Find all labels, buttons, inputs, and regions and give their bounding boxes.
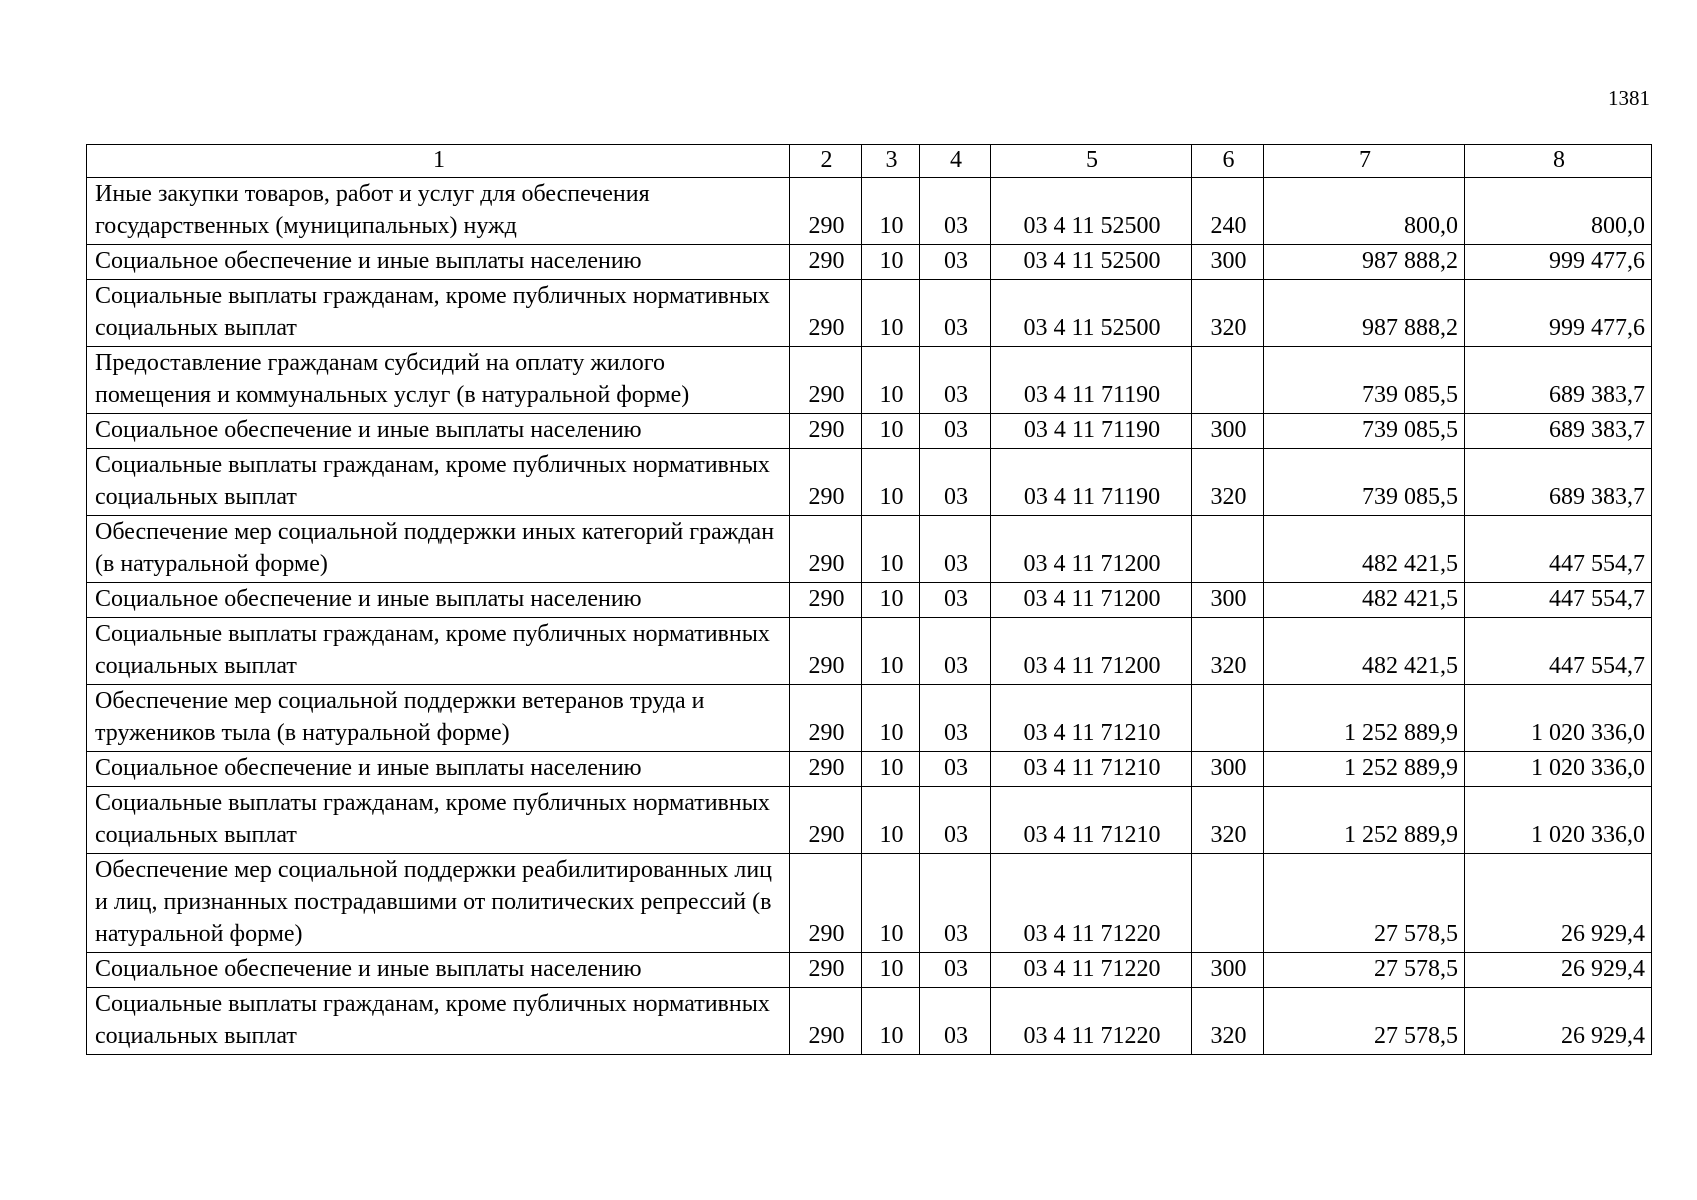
col2-cell: 290 [790,178,862,245]
col6-cell [1192,516,1264,583]
col8-value-cell: 1 020 336,0 [1465,685,1652,752]
col6-cell: 320 [1192,787,1264,854]
col6-cell: 300 [1192,583,1264,618]
col2-cell: 290 [790,854,862,953]
budget-table [86,144,1652,1055]
col2-cell: 290 [790,685,862,752]
col6-cell [1192,347,1264,414]
table-body [87,178,1652,1055]
col6-cell [1192,685,1264,752]
header-row [87,145,1652,178]
col6-cell: 320 [1192,988,1264,1055]
col6-cell: 320 [1192,280,1264,347]
col5-cell: 03 4 11 71190 [991,347,1192,414]
col3-cell: 10 [862,516,920,583]
col3-cell: 10 [862,347,920,414]
col4-cell: 03 [920,685,991,752]
column-header: 8 [1465,145,1652,178]
col2-cell: 290 [790,752,862,787]
col4-cell: 03 [920,583,991,618]
col8-value-cell: 447 554,7 [1465,618,1652,685]
col5-cell: 03 4 11 71190 [991,449,1192,516]
col4-cell: 03 [920,854,991,953]
col3-cell: 10 [862,280,920,347]
col2-cell: 290 [790,449,862,516]
table-row [87,449,1652,516]
table-row [87,618,1652,685]
column-header: 5 [991,145,1192,178]
col4-cell: 03 [920,988,991,1055]
table-row [87,685,1652,752]
col3-cell: 10 [862,854,920,953]
col7-value-cell: 739 085,5 [1264,414,1465,449]
col6-cell [1192,854,1264,953]
row-name-cell: Обеспечение мер социальной поддержки иных категорий граждан (в натуральной форме) [87,516,790,583]
col8-value-cell: 999 477,6 [1465,245,1652,280]
col5-cell: 03 4 11 71200 [991,583,1192,618]
column-header: 7 [1264,145,1465,178]
col6-cell: 300 [1192,752,1264,787]
col4-cell: 03 [920,280,991,347]
table-row [87,414,1652,449]
col3-cell: 10 [862,988,920,1055]
col4-cell: 03 [920,516,991,583]
col7-value-cell: 739 085,5 [1264,347,1465,414]
col4-cell: 03 [920,449,991,516]
table-row [87,583,1652,618]
col8-value-cell: 26 929,4 [1465,988,1652,1055]
col3-cell: 10 [862,685,920,752]
col5-cell: 03 4 11 71210 [991,787,1192,854]
table-row [87,347,1652,414]
col7-value-cell: 800,0 [1264,178,1465,245]
table-row [87,953,1652,988]
column-header: 6 [1192,145,1264,178]
col8-value-cell: 447 554,7 [1465,583,1652,618]
col8-value-cell: 1 020 336,0 [1465,752,1652,787]
col8-value-cell: 1 020 336,0 [1465,787,1652,854]
col5-cell: 03 4 11 71190 [991,414,1192,449]
col7-value-cell: 27 578,5 [1264,953,1465,988]
col2-cell: 290 [790,347,862,414]
col4-cell: 03 [920,953,991,988]
col3-cell: 10 [862,414,920,449]
col2-cell: 290 [790,280,862,347]
col5-cell: 03 4 11 71220 [991,953,1192,988]
col8-value-cell: 447 554,7 [1465,516,1652,583]
page-number: 1381 [1608,86,1650,110]
col8-value-cell: 689 383,7 [1465,414,1652,449]
col7-value-cell: 739 085,5 [1264,449,1465,516]
table-row [87,280,1652,347]
col8-value-cell: 26 929,4 [1465,953,1652,988]
col3-cell: 10 [862,953,920,988]
col7-value-cell: 482 421,5 [1264,516,1465,583]
row-name-cell: Социальные выплаты гражданам, кроме публичных нормативных социальных выплат [87,280,790,347]
row-name-cell: Обеспечение мер социальной поддержки реабилитированных лиц и лиц, признанных пострадавшими от политических репрессий (в натуральной форме) [87,854,790,953]
col6-cell: 300 [1192,414,1264,449]
col5-cell: 03 4 11 71210 [991,752,1192,787]
row-name-cell: Социальное обеспечение и иные выплаты населению [87,953,790,988]
row-name-cell: Социальные выплаты гражданам, кроме публичных нормативных социальных выплат [87,988,790,1055]
table-row [87,516,1652,583]
row-name-cell: Иные закупки товаров, работ и услуг для обеспечения государственных (муниципальных) нужд [87,178,790,245]
row-name-cell: Социальные выплаты гражданам, кроме публичных нормативных социальных выплат [87,618,790,685]
col5-cell: 03 4 11 52500 [991,245,1192,280]
col8-value-cell: 26 929,4 [1465,854,1652,953]
row-name-cell: Социальные выплаты гражданам, кроме публичных нормативных социальных выплат [87,449,790,516]
col7-value-cell: 1 252 889,9 [1264,685,1465,752]
table-header [87,145,1652,178]
col5-cell: 03 4 11 71210 [991,685,1192,752]
col5-cell: 03 4 11 71220 [991,854,1192,953]
row-name-cell: Социальные выплаты гражданам, кроме публичных нормативных социальных выплат [87,787,790,854]
col2-cell: 290 [790,583,862,618]
col6-cell: 300 [1192,245,1264,280]
column-header: 1 [87,145,790,178]
column-header: 4 [920,145,991,178]
col4-cell: 03 [920,178,991,245]
col3-cell: 10 [862,618,920,685]
col2-cell: 290 [790,618,862,685]
col6-cell: 320 [1192,618,1264,685]
col7-value-cell: 987 888,2 [1264,245,1465,280]
col3-cell: 10 [862,178,920,245]
col4-cell: 03 [920,618,991,685]
col2-cell: 290 [790,787,862,854]
col4-cell: 03 [920,414,991,449]
column-header: 2 [790,145,862,178]
table-row [87,787,1652,854]
row-name-cell: Социальное обеспечение и иные выплаты населению [87,414,790,449]
col3-cell: 10 [862,245,920,280]
row-name-cell: Социальное обеспечение и иные выплаты населению [87,245,790,280]
col6-cell: 240 [1192,178,1264,245]
table-row [87,245,1652,280]
table-row [87,178,1652,245]
col5-cell: 03 4 11 71220 [991,988,1192,1055]
col2-cell: 290 [790,414,862,449]
col8-value-cell: 689 383,7 [1465,347,1652,414]
col8-value-cell: 689 383,7 [1465,449,1652,516]
row-name-cell: Предоставление гражданам субсидий на оплату жилого помещения и коммунальных услуг (в натуральной форме) [87,347,790,414]
col8-value-cell: 800,0 [1465,178,1652,245]
col5-cell: 03 4 11 71200 [991,618,1192,685]
column-header: 3 [862,145,920,178]
col8-value-cell: 999 477,6 [1465,280,1652,347]
col3-cell: 10 [862,583,920,618]
table-row [87,752,1652,787]
col4-cell: 03 [920,752,991,787]
col4-cell: 03 [920,245,991,280]
col3-cell: 10 [862,449,920,516]
col5-cell: 03 4 11 52500 [991,178,1192,245]
col5-cell: 03 4 11 71200 [991,516,1192,583]
col7-value-cell: 1 252 889,9 [1264,752,1465,787]
col5-cell: 03 4 11 52500 [991,280,1192,347]
row-name-cell: Обеспечение мер социальной поддержки ветеранов труда и тружеников тыла (в натуральной форме) [87,685,790,752]
col7-value-cell: 27 578,5 [1264,854,1465,953]
row-name-cell: Социальное обеспечение и иные выплаты населению [87,752,790,787]
col4-cell: 03 [920,787,991,854]
col2-cell: 290 [790,988,862,1055]
col6-cell: 320 [1192,449,1264,516]
col7-value-cell: 987 888,2 [1264,280,1465,347]
col2-cell: 290 [790,953,862,988]
col7-value-cell: 1 252 889,9 [1264,787,1465,854]
col7-value-cell: 482 421,5 [1264,618,1465,685]
table-row [87,988,1652,1055]
col3-cell: 10 [862,752,920,787]
col3-cell: 10 [862,787,920,854]
col7-value-cell: 27 578,5 [1264,988,1465,1055]
col2-cell: 290 [790,245,862,280]
col7-value-cell: 482 421,5 [1264,583,1465,618]
row-name-cell: Социальное обеспечение и иные выплаты населению [87,583,790,618]
col6-cell: 300 [1192,953,1264,988]
col2-cell: 290 [790,516,862,583]
col4-cell: 03 [920,347,991,414]
table-row [87,854,1652,953]
